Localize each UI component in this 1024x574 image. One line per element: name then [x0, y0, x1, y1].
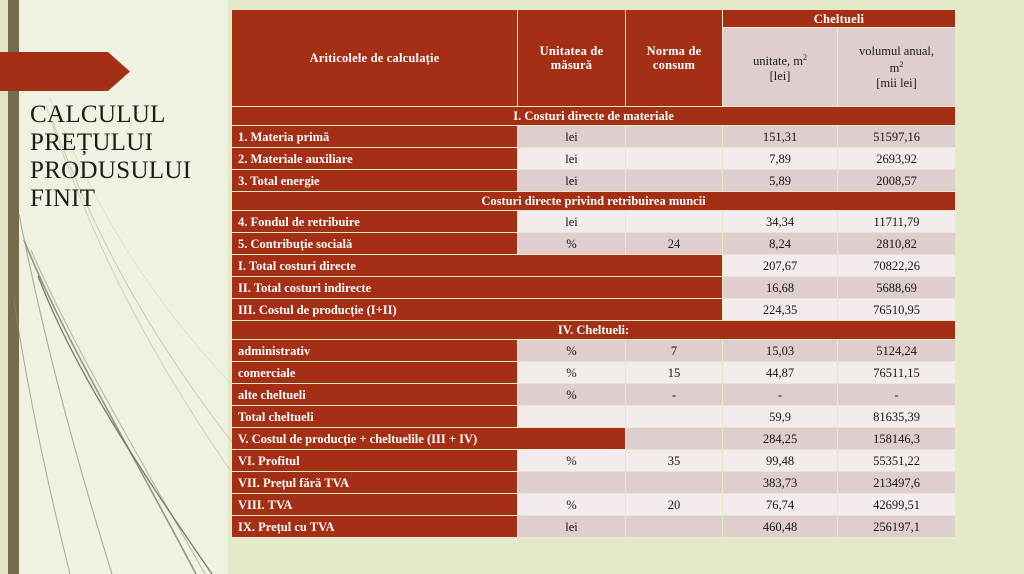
section-band-label: I. Costuri directe de materiale: [232, 107, 955, 125]
table-row: [232, 516, 955, 537]
cell-unitate-masura: %: [518, 233, 625, 254]
cell-cheltueli-volum-anual: 256197,1: [838, 516, 955, 537]
table-row: [232, 255, 955, 276]
row-label: Total cheltueli: [232, 406, 517, 427]
cell-cheltueli-unitate: 207,67: [723, 255, 837, 276]
cell-unitate-masura: lei: [518, 211, 625, 232]
table-row: [232, 340, 955, 361]
cell-cheltueli-unitate: 8,24: [723, 233, 837, 254]
table-row: [232, 472, 955, 493]
row-label: 3. Total energie: [232, 170, 517, 191]
cell-cheltueli-unitate: 460,48: [723, 516, 837, 537]
table-header-row-group: [232, 10, 955, 27]
cell-unitate-masura: lei: [518, 170, 625, 191]
row-label: administrativ: [232, 340, 517, 361]
cost-calculation-table: [231, 9, 956, 538]
page-title-line-2: PREȚULUI: [30, 129, 154, 156]
cell-cheltueli-volum-anual: 51597,16: [838, 126, 955, 147]
page-title: [30, 101, 230, 213]
header-volum-text: volumul anual,: [859, 44, 934, 59]
cell-norma-consum: [626, 472, 722, 493]
cell-norma-consum: [626, 148, 722, 169]
cell-unitate-masura: lei: [518, 148, 625, 169]
header-unitate-sup: 2: [803, 53, 807, 63]
cell-norma-consum: 15: [626, 362, 722, 383]
cell-unitate-masura: [518, 406, 625, 427]
cell-cheltueli-volum-anual: 5688,69: [838, 277, 955, 298]
cell-cheltueli-volum-anual: 158146,3: [838, 428, 955, 449]
table-row: [232, 450, 955, 471]
table-section-band: [232, 107, 955, 125]
table-row: [232, 148, 955, 169]
section-band-label: IV. Cheltueli:: [232, 321, 955, 339]
cell-cheltueli-unitate: 5,89: [723, 170, 837, 191]
cell-cheltueli-unitate: 59,9: [723, 406, 837, 427]
cell-cheltueli-unitate: 16,68: [723, 277, 837, 298]
cell-norma-consum: [626, 428, 722, 449]
cell-unitate-masura: %: [518, 340, 625, 361]
cell-cheltueli-volum-anual: 42699,51: [838, 494, 955, 515]
cell-cheltueli-volum-anual: 76511,15: [838, 362, 955, 383]
cell-cheltueli-volum-anual: 2810,82: [838, 233, 955, 254]
table-row: [232, 428, 955, 449]
cell-cheltueli-unitate: 34,34: [723, 211, 837, 232]
row-label: I. Total costuri directe: [232, 255, 722, 276]
cell-norma-consum: [626, 211, 722, 232]
cell-cheltueli-volum-anual: -: [838, 384, 955, 405]
cell-norma-consum: [626, 170, 722, 191]
cell-cheltueli-volum-anual: 2008,57: [838, 170, 955, 191]
cell-cheltueli-unitate: 76,74: [723, 494, 837, 515]
row-label: VIII. TVA: [232, 494, 517, 515]
cell-cheltueli-unitate: 284,25: [723, 428, 837, 449]
table-row: [232, 406, 955, 427]
cell-cheltueli-volum-anual: 11711,79: [838, 211, 955, 232]
table-row: [232, 494, 955, 515]
header-norma-consum: Norma de consum: [626, 10, 722, 106]
page-title-line-4: FINIT: [30, 185, 96, 212]
cell-unitate-masura: [518, 472, 625, 493]
header-volum-sup: 2: [899, 60, 904, 70]
header-unitate-text: unitate, m: [753, 54, 803, 69]
arrow-banner-shape: [0, 52, 130, 91]
row-label: IX. Prețul cu TVA: [232, 516, 517, 537]
cell-unitate-masura: %: [518, 450, 625, 471]
table-row: [232, 384, 955, 405]
cell-cheltueli-unitate: 151,31: [723, 126, 837, 147]
cell-norma-consum: 35: [626, 450, 722, 471]
cell-norma-consum: [626, 126, 722, 147]
row-label: 5. Contribuție socială: [232, 233, 517, 254]
cell-cheltueli-volum-anual: 70822,26: [838, 255, 955, 276]
header-unitate-lei: [723, 28, 837, 106]
table-row: [232, 362, 955, 383]
row-label: VII. Prețul fără TVA: [232, 472, 517, 493]
cell-cheltueli-unitate: 224,35: [723, 299, 837, 320]
cell-cheltueli-volum-anual: 213497,6: [838, 472, 955, 493]
cell-norma-consum: [626, 406, 722, 427]
table-row: [232, 233, 955, 254]
table-row: [232, 126, 955, 147]
cell-cheltueli-unitate: 99,48: [723, 450, 837, 471]
section-band-label: Costuri directe privind retribuirea muncii: [232, 192, 955, 210]
cell-cheltueli-volum-anual: 2693,92: [838, 148, 955, 169]
header-cheltueli-group: Cheltueli: [723, 10, 955, 27]
cell-norma-consum: [626, 516, 722, 537]
cell-cheltueli-unitate: 15,03: [723, 340, 837, 361]
cell-cheltueli-volum-anual: 76510,95: [838, 299, 955, 320]
table-header: [232, 10, 955, 106]
header-volum-m: m: [889, 61, 900, 76]
cell-cheltueli-unitate: 7,89: [723, 148, 837, 169]
row-label: 2. Materiale auxiliare: [232, 148, 517, 169]
header-unitate-lei-text: [lei]: [769, 68, 791, 83]
row-label: III. Costul de producție (I+II): [232, 299, 722, 320]
table-row: [232, 277, 955, 298]
page-title-line-3: PRODUSULUI: [30, 157, 192, 184]
page-title-line-1: CALCULUL: [30, 101, 166, 128]
table-row: [232, 170, 955, 191]
cell-unitate-masura: lei: [518, 126, 625, 147]
cell-norma-consum: 20: [626, 494, 722, 515]
cell-norma-consum: 7: [626, 340, 722, 361]
row-label: comerciale: [232, 362, 517, 383]
cell-cheltueli-unitate: 383,73: [723, 472, 837, 493]
row-label: V. Costul de producție + cheltuelile (III + IV): [232, 428, 625, 449]
table-row: [232, 299, 955, 320]
cell-unitate-masura: %: [518, 362, 625, 383]
cell-cheltueli-unitate: -: [723, 384, 837, 405]
cell-cheltueli-volum-anual: 55351,22: [838, 450, 955, 471]
row-label: VI. Profitul: [232, 450, 517, 471]
header-volum-mii-lei: [mii lei]: [876, 75, 917, 90]
row-label: II. Total costuri indirecte: [232, 277, 722, 298]
cell-unitate-masura: %: [518, 494, 625, 515]
header-articole: Ariticolele de calculație: [232, 10, 517, 106]
cell-norma-consum: -: [626, 384, 722, 405]
row-label: alte cheltueli: [232, 384, 517, 405]
table-body: [232, 107, 955, 537]
table-section-band: [232, 192, 955, 210]
header-volum-anual: [838, 28, 955, 106]
cell-norma-consum: 24: [626, 233, 722, 254]
row-label: 4. Fondul de retribuire: [232, 211, 517, 232]
cell-unitate-masura: %: [518, 384, 625, 405]
cell-cheltueli-volum-anual: 81635,39: [838, 406, 955, 427]
cell-cheltueli-volum-anual: 5124,24: [838, 340, 955, 361]
table-section-band: [232, 321, 955, 339]
cell-cheltueli-unitate: 44,87: [723, 362, 837, 383]
cell-unitate-masura: lei: [518, 516, 625, 537]
header-unitate-masura: Unitatea de măsură: [518, 10, 625, 106]
table-row: [232, 211, 955, 232]
row-label: 1. Materia primă: [232, 126, 517, 147]
